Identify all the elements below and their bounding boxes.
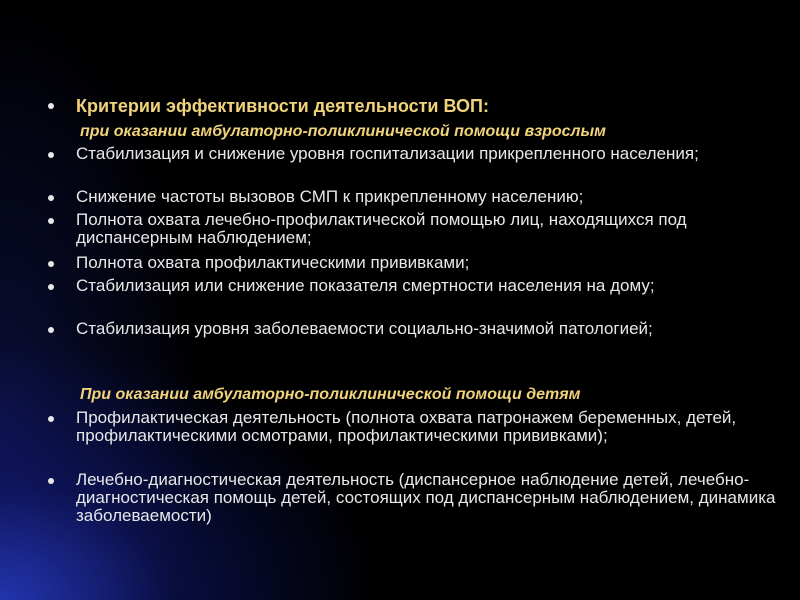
list-item-text: Стабилизация или снижение показателя смертности населения на дому; xyxy=(76,276,655,295)
list-item-text: Профилактическая деятельность (полнота охвата патронажем беременных, детей, профилактическими осмотрами, профилактическими прививками); xyxy=(76,408,737,445)
bullet-icon xyxy=(48,327,54,333)
list-item-text: Стабилизация и снижение уровня госпитализации прикрепленного населения; xyxy=(76,144,699,163)
bullet-icon xyxy=(48,478,54,484)
bullet-icon xyxy=(48,152,54,158)
list-item-text: Снижение частоты вызовов СМП к прикрепленному населению; xyxy=(76,187,584,206)
list-item-text: Лечебно-диагностическая деятельность (диспансерное наблюдение детей, лечебно-диагностическая помощь детей, состоящих под диспансерным наблюдением, динамика заболеваемости) xyxy=(76,470,776,525)
bullet-icon xyxy=(48,261,54,267)
list-item-text: Стабилизация уровня заболеваемости социально-значимой патологией; xyxy=(76,319,653,338)
bullet-icon xyxy=(48,284,54,290)
bullet-icon xyxy=(48,103,54,109)
child-subheading: При оказании амбулаторно-поликлинической помощи детям xyxy=(80,386,581,403)
bullet-icon xyxy=(48,195,54,201)
bullet-icon xyxy=(48,218,54,224)
list-item-text: Полнота охвата лечебно-профилактической помощью лиц, находящихся под диспансерным наблюдением; xyxy=(76,210,687,247)
slide-heading: Критерии эффективности деятельности ВОП: xyxy=(76,96,489,116)
list-item-text: Полнота охвата профилактическими прививками; xyxy=(76,253,470,272)
bullet-icon xyxy=(48,416,54,422)
adult-subheading: при оказании амбулаторно-поликлинической помощи взрослым xyxy=(80,123,606,140)
